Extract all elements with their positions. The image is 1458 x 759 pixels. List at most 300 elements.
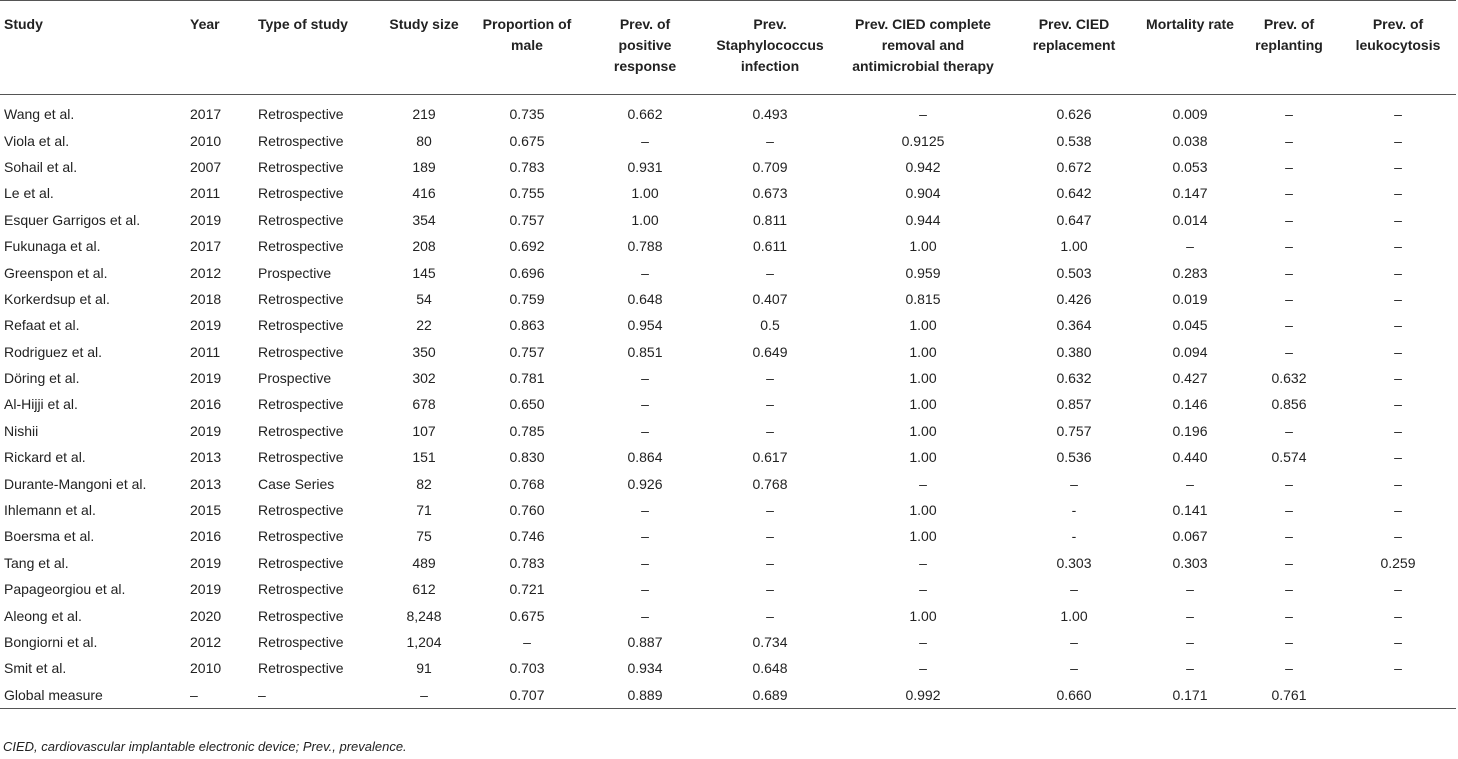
- table-cell: 2011: [190, 343, 221, 360]
- table-cell: 0.761: [1238, 682, 1340, 709]
- table-cell: 0.632: [1271, 370, 1307, 387]
- column-header: Prev. of positive response: [590, 1, 700, 95]
- table-cell: 1.00: [909, 607, 937, 624]
- table-cell: 0.649: [752, 343, 788, 360]
- table-cell: –: [641, 528, 649, 545]
- table-cell: Döring et al.: [4, 370, 80, 387]
- table-cell: Prospective: [258, 264, 332, 281]
- table-cell: Retrospective: [258, 581, 344, 598]
- table-cell: –: [1394, 185, 1402, 202]
- table-cell: –: [1285, 528, 1293, 545]
- table-cell: 0.094: [1172, 343, 1208, 360]
- table-cell: Prospective: [258, 370, 332, 387]
- table-cell: –: [1285, 264, 1293, 281]
- table-cell: –: [1285, 317, 1293, 334]
- table-row: [0, 629, 1456, 655]
- table-cell: 2018: [190, 290, 222, 307]
- table-cell: 2010: [190, 132, 222, 149]
- table-cell: 2019: [190, 554, 222, 571]
- table-cell: 2017: [190, 238, 222, 255]
- table-row: [0, 655, 1456, 681]
- table-cell: –: [1394, 396, 1402, 413]
- table-row: [0, 180, 1456, 206]
- table-cell: 1.00: [909, 528, 937, 545]
- table-cell: –: [766, 132, 774, 149]
- table-cell: 8,248: [406, 607, 442, 624]
- table-cell: Le et al.: [4, 185, 54, 202]
- table-cell: [1340, 682, 1456, 709]
- table-cell: Durante-Mangoni et al.: [4, 475, 147, 492]
- table-cell: –: [1394, 475, 1402, 492]
- table-row: [0, 154, 1456, 180]
- table-cell: –: [1285, 238, 1293, 255]
- table-cell: –: [641, 554, 649, 571]
- table-cell: –: [766, 422, 774, 439]
- table-cell: 0.009: [1172, 106, 1208, 123]
- table-cell: –: [1394, 158, 1402, 175]
- column-header: Proportion of male: [464, 1, 590, 95]
- table-cell: 0.660: [1006, 682, 1142, 709]
- table-cell: 0.781: [509, 370, 545, 387]
- table-cell: –: [1394, 502, 1402, 519]
- table-cell: 1.00: [909, 370, 937, 387]
- table-cell: Retrospective: [258, 554, 344, 571]
- column-header: Prev. Staphylococcus infection: [700, 1, 840, 95]
- table-row: [0, 365, 1456, 391]
- table-cell: 416: [412, 185, 436, 202]
- table-cell: –: [1394, 581, 1402, 598]
- table-cell: –: [1186, 634, 1194, 650]
- table-cell: 0.755: [509, 185, 545, 202]
- table-cell: 0.067: [1172, 528, 1208, 545]
- table-cell: Rodriguez et al.: [4, 343, 103, 360]
- table-cell: 208: [412, 238, 436, 255]
- table-cell: 0.648: [627, 290, 663, 307]
- table-row: [0, 523, 1456, 549]
- table-cell: Global measure: [0, 682, 186, 709]
- table-cell: –: [1394, 132, 1402, 149]
- table-cell: 0.196: [1172, 422, 1208, 439]
- table-cell: 350: [412, 343, 436, 360]
- table-cell: Case Series: [258, 475, 335, 492]
- table-cell: –: [766, 554, 774, 571]
- table-cell: –: [1285, 475, 1293, 492]
- table-row: [0, 576, 1456, 602]
- table-cell: Ihlemann et al.: [4, 502, 96, 519]
- table-cell: 0.734: [752, 634, 788, 650]
- table-cell: Wang et al.: [4, 106, 75, 123]
- table-cell: 2015: [190, 502, 222, 519]
- table-cell: 0.171: [1142, 682, 1238, 709]
- table-cell: Retrospective: [258, 422, 344, 439]
- table-cell: –: [766, 607, 774, 624]
- column-header: Year: [186, 1, 254, 95]
- table-cell: 0.709: [752, 158, 788, 175]
- table-cell: 0.303: [1172, 554, 1208, 571]
- table-cell: –: [1285, 660, 1293, 677]
- table-cell: 0.942: [905, 158, 941, 175]
- table-cell: 0.830: [509, 449, 545, 466]
- column-header: Study: [0, 1, 186, 95]
- table-cell: Retrospective: [258, 238, 344, 255]
- table-cell: –: [766, 264, 774, 281]
- table-cell: 0.642: [1056, 185, 1092, 202]
- table-cell: –: [1394, 660, 1402, 677]
- table-cell: 2019: [190, 211, 222, 228]
- table-cell: 0.759: [509, 290, 545, 307]
- table-cell: Retrospective: [258, 158, 344, 175]
- table-cell: –: [1394, 317, 1402, 334]
- table-cell: –: [1285, 607, 1293, 624]
- table-cell: –: [1070, 581, 1078, 598]
- table-cell: 0.259: [1380, 554, 1416, 571]
- table-cell: 0.721: [509, 581, 545, 598]
- table-cell: –: [919, 660, 927, 677]
- table-cell: Retrospective: [258, 290, 344, 307]
- table-cell: -: [1071, 528, 1077, 545]
- table-cell: 678: [412, 396, 436, 413]
- table-cell: –: [1285, 422, 1293, 439]
- table-cell: Al-Hijji et al.: [4, 396, 78, 413]
- table-cell: 0.574: [1271, 449, 1307, 466]
- table-cell: 2007: [190, 158, 222, 175]
- table-cell: 0.536: [1056, 449, 1092, 466]
- table-cell: 0.926: [627, 475, 663, 492]
- table-row: [0, 339, 1456, 365]
- table-cell: –: [766, 396, 774, 413]
- table-cell: Retrospective: [258, 317, 344, 334]
- table-cell: Korkerdsup et al.: [4, 290, 110, 307]
- table-cell: Tang et al.: [4, 554, 69, 571]
- table-cell: 0.863: [509, 317, 545, 334]
- table-cell: 0.783: [509, 158, 545, 175]
- table-row: [0, 497, 1456, 523]
- table-cell: 0.757: [509, 343, 545, 360]
- table-cell: 0.407: [752, 290, 788, 307]
- table-cell: 0.944: [905, 211, 941, 228]
- table-cell: –: [641, 132, 649, 149]
- table-body: [0, 95, 1456, 709]
- table-cell: 0.959: [905, 264, 941, 281]
- table-cell: Retrospective: [258, 132, 344, 149]
- table-cell: 302: [412, 370, 436, 387]
- column-header: Prev. CIED complete removal and antimicrobial therapy: [840, 1, 1006, 95]
- table-cell: Retrospective: [258, 106, 344, 123]
- table-cell: 0.303: [1056, 554, 1092, 571]
- table-cell: Fukunaga et al.: [4, 238, 101, 255]
- table-cell: –: [523, 634, 531, 650]
- table-cell: –: [1394, 211, 1402, 228]
- table-cell: 0.931: [627, 158, 663, 175]
- table-cell: 2016: [190, 396, 222, 413]
- table-cell: 75: [416, 528, 432, 545]
- table-cell: 189: [412, 158, 436, 175]
- table-cell: 0.364: [1056, 317, 1092, 334]
- table-cell: 1.00: [909, 396, 937, 413]
- table-row: [0, 286, 1456, 312]
- table-cell: –: [1285, 581, 1293, 598]
- table-cell: –: [1394, 607, 1402, 624]
- table-cell: 0.493: [752, 106, 788, 123]
- table-cell: Retrospective: [258, 607, 344, 624]
- table-header: [0, 1, 1456, 95]
- table-cell: 145: [412, 264, 436, 281]
- column-header: Mortality rate: [1142, 1, 1238, 95]
- table-cell: Bongiorni et al.: [4, 634, 98, 650]
- table-cell: 2020: [190, 607, 222, 624]
- table-cell: –: [919, 106, 927, 123]
- table-cell: Viola et al.: [4, 132, 70, 149]
- table-cell: 0.014: [1172, 211, 1208, 228]
- table-cell: 1.00: [631, 185, 659, 202]
- table-cell: –: [1070, 660, 1078, 677]
- table-cell: –: [254, 682, 384, 709]
- table-cell: 0.934: [627, 660, 663, 677]
- table-cell: Refaat et al.: [4, 317, 80, 334]
- table-cell: Retrospective: [258, 528, 344, 545]
- column-header: Study size: [384, 1, 464, 95]
- table-cell: 0.851: [627, 343, 663, 360]
- column-header: Prev. CIED replacement: [1006, 1, 1142, 95]
- table-cell: 0.757: [509, 211, 545, 228]
- table-cell: 354: [412, 211, 436, 228]
- table-cell: 0.427: [1172, 370, 1208, 387]
- table-row: [0, 418, 1456, 444]
- table-cell: 0.746: [509, 528, 545, 545]
- table-cell: 2010: [190, 660, 222, 677]
- table-row: [0, 207, 1456, 233]
- table-cell: -: [1071, 502, 1077, 519]
- table-cell: –: [766, 528, 774, 545]
- table-cell: –: [1394, 290, 1402, 307]
- table-cell: Aleong et al.: [4, 607, 82, 624]
- table-cell: 0.992: [840, 682, 1006, 709]
- table-cell: 0.647: [1056, 211, 1092, 228]
- column-header: Type of study: [254, 1, 384, 95]
- table-cell: 0.735: [509, 106, 545, 123]
- table-cell: 2013: [190, 449, 222, 466]
- table-cell: –: [1285, 185, 1293, 202]
- table-row: [0, 95, 1456, 128]
- table-cell: –: [641, 502, 649, 519]
- table-cell: –: [641, 607, 649, 624]
- table-cell: 0.887: [627, 634, 663, 650]
- table-cell: 1.00: [909, 238, 937, 255]
- table-cell: 0.788: [627, 238, 663, 255]
- table-cell: 2019: [190, 317, 222, 334]
- table-cell: 0.626: [1056, 106, 1092, 123]
- table-cell: 0.611: [753, 238, 787, 255]
- table-cell: 0.053: [1172, 158, 1208, 175]
- table-cell: –: [641, 264, 649, 281]
- table-cell: 54: [416, 290, 432, 307]
- table-cell: –: [1186, 607, 1194, 624]
- table-cell: 0.689: [700, 682, 840, 709]
- table-cell: –: [919, 634, 927, 650]
- table-cell: Retrospective: [258, 660, 344, 677]
- table-cell: 0.785: [509, 422, 545, 439]
- table-cell: 1.00: [909, 343, 937, 360]
- table-cell: 80: [416, 132, 432, 149]
- table-footnote: CIED, cardiovascular implantable electronic device; Prev., prevalence.: [3, 739, 407, 754]
- table-cell: 82: [416, 475, 432, 492]
- table-cell: –: [1070, 475, 1078, 492]
- table-cell: 22: [416, 317, 432, 334]
- table-cell: 0.757: [1056, 422, 1092, 439]
- table-cell: –: [1394, 238, 1402, 255]
- table-cell: 0.380: [1056, 343, 1092, 360]
- table-cell: 71: [416, 502, 432, 519]
- column-header: Prev. of leukocytosis: [1340, 1, 1456, 95]
- table-cell: 2017: [190, 106, 222, 123]
- table-cell: 0.760: [509, 502, 545, 519]
- table-cell: –: [1285, 502, 1293, 519]
- table-cell: 489: [412, 554, 436, 571]
- table-cell: 0.768: [509, 475, 545, 492]
- table-cell: Papageorgiou et al.: [4, 581, 126, 598]
- table-cell: Retrospective: [258, 396, 344, 413]
- table-cell: 0.019: [1172, 290, 1208, 307]
- table-cell: 0.857: [1056, 396, 1092, 413]
- table-cell: Greenspon et al.: [4, 264, 108, 281]
- table-cell: 0.038: [1172, 132, 1208, 149]
- table-cell: –: [1285, 132, 1293, 149]
- table-row: [0, 391, 1456, 417]
- table-row: [0, 259, 1456, 285]
- table-cell: –: [919, 554, 927, 571]
- table-cell: 0.650: [509, 396, 545, 413]
- table-cell: –: [1285, 554, 1293, 571]
- table-cell: 0.617: [752, 449, 788, 466]
- table-cell: 107: [412, 422, 436, 439]
- table-cell: 2013: [190, 475, 222, 492]
- table-cell: –: [1394, 449, 1402, 466]
- table-cell: –: [641, 370, 649, 387]
- table-cell: –: [766, 370, 774, 387]
- table-cell: 0.889: [590, 682, 700, 709]
- table-cell: 1.00: [909, 502, 937, 519]
- table-row: [0, 312, 1456, 338]
- table-cell: 0.672: [1056, 158, 1092, 175]
- table-cell: Esquer Garrigos et al.: [4, 211, 141, 228]
- table-cell: –: [1285, 106, 1293, 123]
- table-cell: 0.768: [752, 475, 788, 492]
- table-cell: 2019: [190, 422, 222, 439]
- table-cell: 0.696: [509, 264, 545, 281]
- table-cell: 151: [412, 449, 436, 466]
- table-cell: –: [1285, 290, 1293, 307]
- table-cell: Retrospective: [258, 502, 344, 519]
- table-cell: –: [766, 502, 774, 519]
- table-cell: Boersma et al.: [4, 528, 95, 545]
- table-cell: 1.00: [631, 211, 659, 228]
- table-cell: 0.783: [509, 554, 545, 571]
- table-row: [0, 233, 1456, 259]
- table-cell: –: [1285, 634, 1293, 650]
- table-row: [0, 682, 1456, 709]
- table-cell: 0.856: [1271, 396, 1307, 413]
- table-cell: –: [1186, 660, 1194, 677]
- table-cell: Retrospective: [258, 449, 344, 466]
- table-cell: 1.00: [909, 422, 937, 439]
- table-cell: –: [641, 581, 649, 598]
- table-cell: –: [1394, 422, 1402, 439]
- table-cell: 0.811: [753, 211, 787, 228]
- table-row: [0, 444, 1456, 470]
- table-cell: –: [1285, 211, 1293, 228]
- table-cell: 0.426: [1056, 290, 1092, 307]
- table-cell: –: [641, 396, 649, 413]
- table-row: [0, 550, 1456, 576]
- table-cell: 0.045: [1172, 317, 1208, 334]
- table-cell: 0.703: [509, 660, 545, 677]
- table-cell: –: [1394, 343, 1402, 360]
- table-cell: 0.5: [760, 317, 780, 334]
- table-cell: –: [1394, 370, 1402, 387]
- table-cell: –: [384, 682, 464, 709]
- table-cell: 1.00: [909, 317, 937, 334]
- table-cell: 2016: [190, 528, 222, 545]
- table-row: [0, 602, 1456, 628]
- table-cell: 2019: [190, 370, 222, 387]
- table-cell: 1.00: [909, 449, 937, 466]
- table-cell: 0.141: [1172, 502, 1208, 519]
- table-cell: 2019: [190, 581, 222, 598]
- table-cell: 1.00: [1060, 607, 1088, 624]
- table-cell: –: [1394, 634, 1402, 650]
- table-row: [0, 127, 1456, 153]
- table-cell: Rickard et al.: [4, 449, 86, 466]
- table-cell: 2011: [190, 185, 221, 202]
- table-cell: 0.815: [905, 290, 941, 307]
- table-cell: 0.662: [627, 106, 663, 123]
- table-cell: 2012: [190, 634, 222, 650]
- table-cell: 0.692: [509, 238, 545, 255]
- table-cell: Nishii: [4, 422, 39, 439]
- table-cell: 219: [412, 106, 436, 123]
- table-cell: 1.00: [1060, 238, 1088, 255]
- table-cell: –: [1070, 634, 1078, 650]
- table-cell: Smit et al.: [4, 660, 67, 677]
- table-cell: Retrospective: [258, 211, 344, 228]
- table-cell: 0.675: [509, 607, 545, 624]
- table-cell: –: [919, 475, 927, 492]
- table-cell: Sohail et al.: [4, 158, 78, 175]
- table-cell: –: [1186, 475, 1194, 492]
- table-cell: 0.707: [464, 682, 590, 709]
- table-cell: 612: [412, 581, 436, 598]
- table-cell: –: [186, 682, 254, 709]
- table-cell: 0.538: [1056, 132, 1092, 149]
- table-cell: –: [919, 581, 927, 598]
- table-cell: Retrospective: [258, 634, 344, 650]
- table-cell: Retrospective: [258, 343, 344, 360]
- table-cell: 0.864: [627, 449, 663, 466]
- table-cell: 0.146: [1172, 396, 1208, 413]
- table-cell: 0.954: [627, 317, 663, 334]
- table-cell: –: [1394, 106, 1402, 123]
- table-cell: –: [766, 581, 774, 598]
- table-cell: –: [1285, 158, 1293, 175]
- table-cell: 0.648: [752, 660, 788, 677]
- table-cell: –: [1186, 238, 1194, 255]
- table-cell: –: [1285, 343, 1293, 360]
- table-cell: 0.9125: [901, 132, 945, 149]
- table-cell: Retrospective: [258, 185, 344, 202]
- header-row: [0, 1, 1456, 95]
- table-cell: 2012: [190, 264, 222, 281]
- table-cell: 0.283: [1172, 264, 1208, 281]
